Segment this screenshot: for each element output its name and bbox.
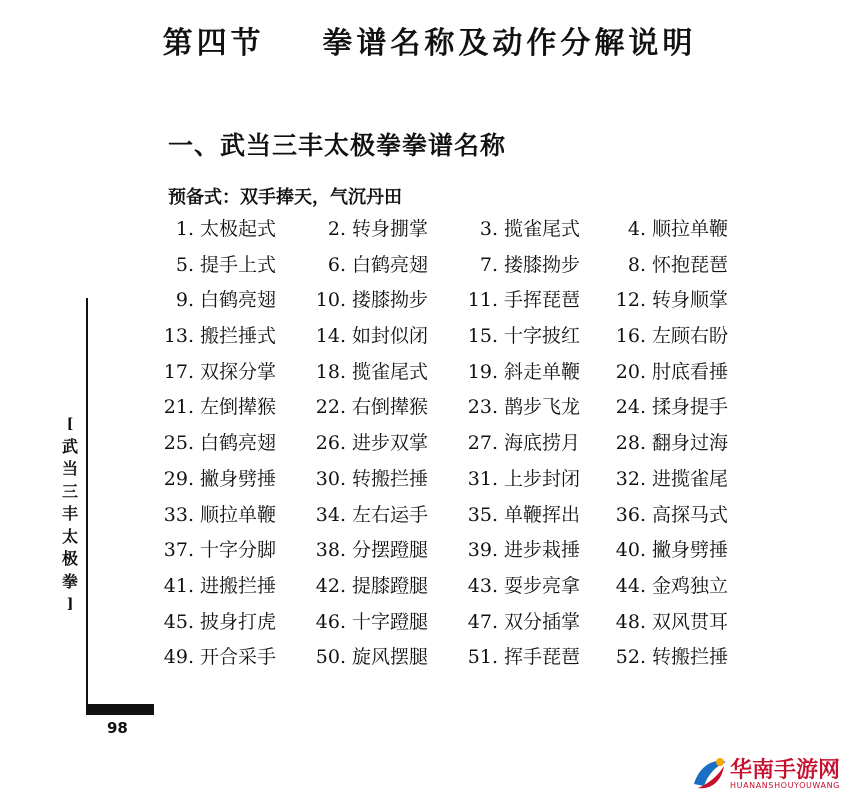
form-name: 耍步亮拿 xyxy=(504,574,581,597)
form-item xyxy=(302,569,454,605)
form-item xyxy=(454,462,602,498)
form-item xyxy=(602,212,750,248)
form-item xyxy=(602,319,750,355)
form-name: 转搬拦捶 xyxy=(652,646,729,669)
form-item xyxy=(454,248,602,284)
form-list xyxy=(150,212,750,676)
form-item xyxy=(150,462,302,498)
form-number: 5. xyxy=(175,253,194,276)
form-number: 25. xyxy=(163,432,194,455)
form-number: 30. xyxy=(315,467,346,490)
form-name: 撇身劈捶 xyxy=(652,539,729,562)
form-name: 进步栽捶 xyxy=(504,539,581,562)
form-number: 45. xyxy=(163,610,194,633)
page-number: 98 xyxy=(107,719,128,737)
margin-rule xyxy=(86,298,88,710)
form-name: 开合采手 xyxy=(200,646,277,669)
form-item xyxy=(602,248,750,284)
form-number: 11. xyxy=(467,289,498,312)
margin-bracket-open: [ xyxy=(66,416,74,432)
form-item xyxy=(602,355,750,391)
form-name: 肘底看捶 xyxy=(652,360,729,383)
margin-char: 极 xyxy=(61,549,78,568)
margin-char: 武 xyxy=(61,436,78,456)
form-name: 斜走单鞭 xyxy=(504,360,581,383)
form-item xyxy=(602,569,750,605)
form-item xyxy=(602,640,750,676)
form-number: 49. xyxy=(163,646,194,669)
form-name: 顺拉单鞭 xyxy=(652,218,729,240)
form-number: 39. xyxy=(467,539,498,562)
form-item xyxy=(150,498,302,534)
form-name: 撇身劈捶 xyxy=(200,467,277,490)
form-number: 18. xyxy=(315,360,346,383)
form-name: 进揽雀尾 xyxy=(652,467,729,490)
margin-char: 当 xyxy=(61,459,78,478)
form-item xyxy=(302,533,454,569)
form-item xyxy=(302,640,454,676)
form-item xyxy=(302,462,454,498)
form-name: 搂膝拗步 xyxy=(504,253,581,276)
form-name: 金鸡独立 xyxy=(652,574,729,597)
form-number: 13. xyxy=(163,325,194,348)
page-footer-bar xyxy=(86,704,154,715)
form-item xyxy=(150,640,302,676)
form-number: 9. xyxy=(175,289,194,312)
margin-bracket-close: ] xyxy=(66,596,74,612)
form-number: 3. xyxy=(479,218,498,240)
form-number: 17. xyxy=(163,360,194,383)
form-number: 32. xyxy=(615,467,646,490)
form-item xyxy=(302,498,454,534)
form-item xyxy=(454,319,602,355)
form-number: 50. xyxy=(315,646,346,669)
form-number: 29. xyxy=(163,467,194,490)
form-number: 16. xyxy=(615,325,646,348)
form-number: 2. xyxy=(327,218,346,240)
form-item xyxy=(602,498,750,534)
form-name: 翻身过海 xyxy=(652,432,729,455)
form-item xyxy=(302,212,454,248)
form-name: 白鹤亮翅 xyxy=(200,289,277,312)
form-item xyxy=(454,283,602,319)
form-name: 揽雀尾式 xyxy=(504,218,581,240)
form-number: 33. xyxy=(163,503,194,526)
form-number: 28. xyxy=(615,432,646,455)
form-name: 顺拉单鞭 xyxy=(200,503,277,526)
form-name: 提手上式 xyxy=(200,253,277,276)
form-item xyxy=(454,390,602,426)
form-number: 27. xyxy=(467,432,498,455)
form-name: 鹊步飞龙 xyxy=(504,396,581,419)
form-number: 6. xyxy=(327,253,346,276)
book-title-margin xyxy=(58,413,82,616)
form-item xyxy=(454,355,602,391)
form-number: 38. xyxy=(315,539,346,562)
form-name: 左倒撵猴 xyxy=(200,396,277,419)
form-number: 4. xyxy=(627,218,646,240)
form-number: 26. xyxy=(315,432,346,455)
form-number: 34. xyxy=(315,503,346,526)
form-name: 双分插掌 xyxy=(504,610,581,633)
form-name: 海底捞月 xyxy=(504,432,581,455)
form-item xyxy=(302,390,454,426)
form-item xyxy=(454,605,602,641)
form-name: 挥手琵琶 xyxy=(504,646,581,669)
form-item xyxy=(602,390,750,426)
form-item xyxy=(150,426,302,462)
form-number: 1. xyxy=(175,218,194,240)
form-name: 进步双掌 xyxy=(352,432,429,455)
form-number: 10. xyxy=(315,289,346,312)
form-name: 手挥琵琶 xyxy=(504,289,581,312)
form-number: 21. xyxy=(163,396,194,419)
form-number: 51. xyxy=(467,646,498,669)
form-number: 35. xyxy=(467,503,498,526)
form-number: 42. xyxy=(315,574,346,597)
section-heading: 一、武当三丰太极拳拳谱名称 xyxy=(168,131,507,160)
form-name: 上步封闭 xyxy=(504,467,581,490)
form-item xyxy=(302,605,454,641)
form-item xyxy=(150,319,302,355)
form-name: 高探马式 xyxy=(652,503,729,526)
form-number: 43. xyxy=(467,574,498,597)
form-number: 36. xyxy=(615,503,646,526)
preparatory-form: 预备式：双手捧天，气沉丹田 xyxy=(168,187,402,208)
form-number: 23. xyxy=(467,396,498,419)
form-name: 搬拦捶式 xyxy=(200,325,277,348)
form-item xyxy=(454,569,602,605)
margin-char: 拳 xyxy=(61,571,78,591)
form-item xyxy=(150,212,302,248)
form-number: 46. xyxy=(315,610,346,633)
form-number: 20. xyxy=(615,360,646,383)
form-name: 右倒撵猴 xyxy=(352,396,429,419)
form-item xyxy=(454,498,602,534)
form-item xyxy=(150,390,302,426)
form-item xyxy=(302,426,454,462)
form-name: 太极起式 xyxy=(200,218,277,240)
form-name: 左右运手 xyxy=(352,503,429,526)
form-item xyxy=(602,605,750,641)
form-item xyxy=(150,283,302,319)
page-title: 第四节 拳谱名称及动作分解说明 xyxy=(162,26,697,61)
form-item xyxy=(602,426,750,462)
form-name: 白鹤亮翅 xyxy=(352,253,429,276)
form-name: 提膝蹬腿 xyxy=(352,574,429,597)
form-item xyxy=(454,640,602,676)
form-name: 披身打虎 xyxy=(200,610,277,633)
form-name: 双探分掌 xyxy=(200,360,277,383)
form-number: 44. xyxy=(615,574,646,597)
form-number: 37. xyxy=(163,539,194,562)
margin-char: 丰 xyxy=(61,504,78,523)
form-item xyxy=(150,605,302,641)
form-number: 15. xyxy=(467,325,498,348)
form-number: 40. xyxy=(615,539,646,562)
form-item xyxy=(150,569,302,605)
form-item xyxy=(150,248,302,284)
form-item xyxy=(302,283,454,319)
form-item xyxy=(302,319,454,355)
form-name: 分摆蹬腿 xyxy=(352,539,429,562)
form-number: 31. xyxy=(467,467,498,490)
form-name: 转身掤掌 xyxy=(352,218,429,240)
form-name: 十字蹬腿 xyxy=(352,610,429,633)
watermark-subtext: HUANANSHOUYOUWANG xyxy=(730,781,840,790)
form-name: 进搬拦捶 xyxy=(200,574,277,597)
form-item xyxy=(150,355,302,391)
form-name: 转搬拦捶 xyxy=(352,467,429,490)
form-item xyxy=(454,212,602,248)
form-number: 14. xyxy=(315,325,346,348)
form-name: 揽雀尾式 xyxy=(352,360,429,383)
form-item xyxy=(602,462,750,498)
watermark xyxy=(690,752,859,800)
form-name: 单鞭挥出 xyxy=(504,503,581,526)
form-item xyxy=(454,426,602,462)
watermark-logo-icon xyxy=(690,754,730,794)
form-number: 8. xyxy=(627,253,646,276)
form-name: 揉身提手 xyxy=(652,396,729,419)
form-number: 48. xyxy=(615,610,646,633)
form-name: 十字分脚 xyxy=(200,539,277,562)
form-name: 双风贯耳 xyxy=(652,610,729,633)
form-number: 41. xyxy=(163,574,194,597)
form-number: 47. xyxy=(467,610,498,633)
form-name: 十字披红 xyxy=(504,325,581,348)
form-name: 搂膝拗步 xyxy=(352,289,429,312)
form-name: 左顾右盼 xyxy=(652,325,729,348)
form-number: 19. xyxy=(467,360,498,383)
form-item xyxy=(454,533,602,569)
form-name: 如封似闭 xyxy=(352,325,429,348)
form-item xyxy=(302,248,454,284)
form-name: 怀抱琵琶 xyxy=(652,253,729,276)
form-number: 12. xyxy=(615,289,646,312)
form-number: 7. xyxy=(479,253,498,276)
form-name: 旋风摆腿 xyxy=(352,646,429,669)
form-number: 22. xyxy=(315,396,346,419)
margin-char: 三 xyxy=(61,481,78,501)
form-item xyxy=(602,283,750,319)
form-number: 24. xyxy=(615,396,646,419)
margin-char: 太 xyxy=(61,526,78,546)
watermark-text: 华南手游网 xyxy=(730,758,841,783)
form-name: 转身顺掌 xyxy=(652,289,729,312)
form-name: 白鹤亮翅 xyxy=(200,432,277,455)
form-item xyxy=(602,533,750,569)
form-item xyxy=(302,355,454,391)
form-item xyxy=(150,533,302,569)
form-number: 52. xyxy=(615,646,646,669)
